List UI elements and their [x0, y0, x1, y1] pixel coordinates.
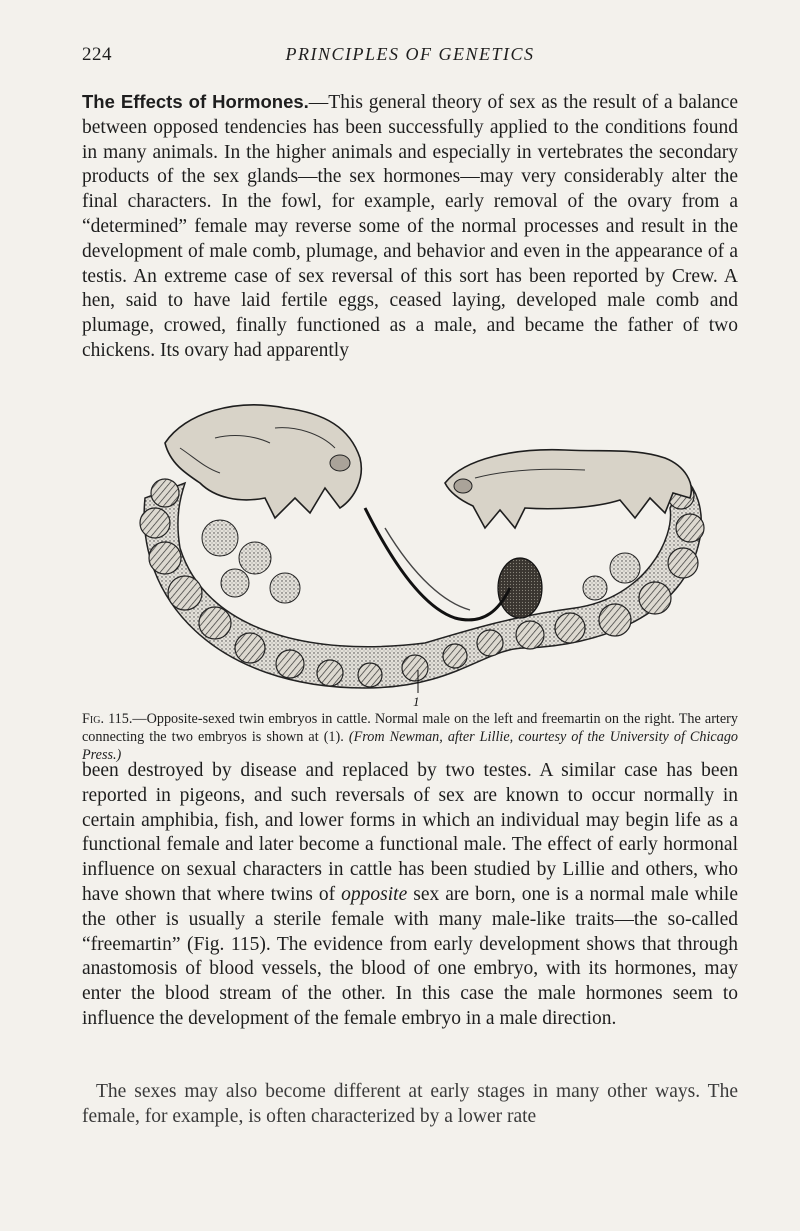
paragraph-hormones	[82, 90, 738, 364]
twin-embryos-illustration	[125, 388, 710, 708]
artery-label: 1	[413, 694, 420, 708]
caption-label: Fig. 115.	[82, 711, 133, 727]
emphasis-opposite: opposite	[341, 883, 408, 905]
paragraph-text-part1: been destroyed by disease and replaced by two testes. A similar case has been reported in pigeons, and such reversals of sex are known to occur normally in certain amphibia, fish, and lower forms in which an individual may begin life as a functional female and later become a functional male. The effect of early hormonal influence on sexual characters in cattle has been studied by Lillie and others, who have shown that where twins of	[82, 760, 738, 905]
figure-caption	[82, 710, 738, 764]
page-header	[82, 44, 738, 72]
paragraph-text: —This general theory of sex as the result of a balance between opposed tendencies has been successfully applied to the conditions found in many animals. In the higher animals and especially in vertebrates the secondary products of the sex glands—the sex hormones—may very considerably alter the final characters. In the fowl, for example, early removal of the ovary from a “determined” female may reverse some of the normal processes and result in the development of male comb, plumage, and behavior and even in the appearance of a testis. An extreme case of sex reversal of this sort has been reported by Crew. A hen, said to have laid fertile eggs, ceased laying, developed male comb and plumage, crowed, finally functioned as a male, and became the father of two chickens. Its ovary had apparently	[82, 92, 738, 361]
figure-twin-embryos	[125, 388, 710, 708]
page-number: 224	[82, 44, 112, 65]
paragraph-freemartin	[82, 759, 738, 1032]
section-heading: The Effects of Hormones.	[82, 91, 309, 112]
caption-text: —Opposite-sexed twin embryos in cattle. Normal male on the left and freemartin on the right. The artery connecting the two embryos is shown at (1).	[82, 711, 738, 745]
caption-credit: (From Newman, after Lillie, courtesy of the University of Chicago Press.)	[82, 729, 739, 763]
paragraph-text-part2: sex are born, one is a normal male while the other is usually a sterile female with many male-like traits—the so-called “freemartin” (Fig. 115). The evidence from early development shows that through anastomosis of blood vessels, the blood of one embryo, with its hormones, may enter the blood stream of the other. In this case the male hormones seem to influence the development of the female embryo in a male direction.	[82, 883, 739, 1029]
paragraph-sexes: The sexes may also become different at early stages in many other ways. The female, for example, is often characterized by a lower rate	[82, 1081, 738, 1127]
running-head: PRINCIPLES OF GENETICS	[285, 44, 535, 64]
